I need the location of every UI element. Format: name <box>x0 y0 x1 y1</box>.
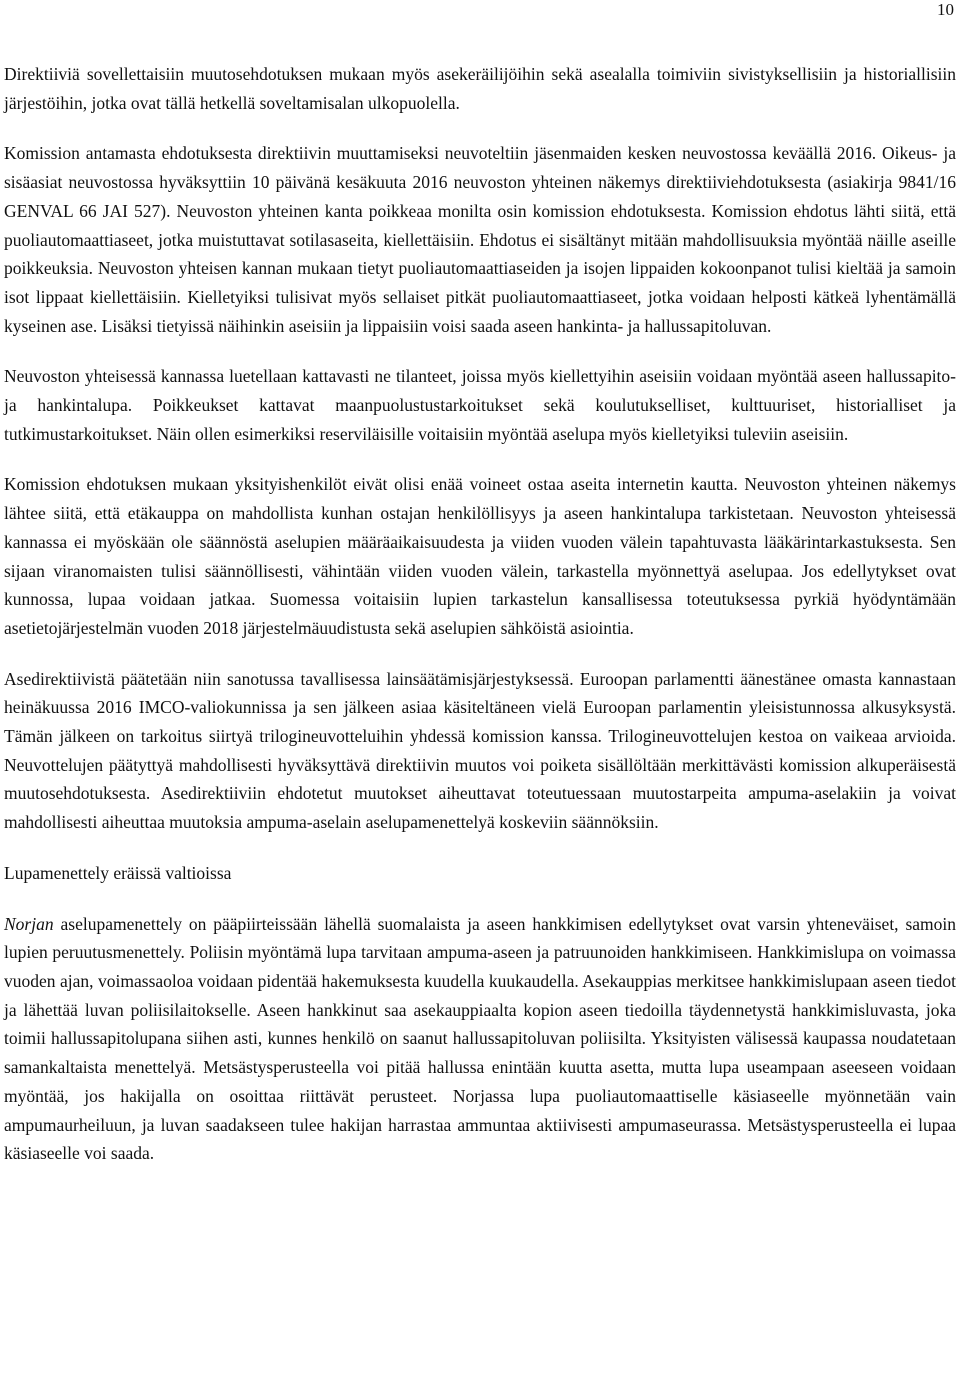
norway-term: Norjan <box>4 913 54 934</box>
paragraph-spacer <box>4 837 956 859</box>
document-body <box>4 60 956 1168</box>
norway-text: aselupamenettely on pääpiirteissään lähellä suomalaista ja aseen hankkimisen edellytykset ovat varsin yhteneväiset, samoin lupien peruutusmenettely. Poliisin myöntämä lupa tarvitaan ampuma-aseen ja patruunoiden hankkimiseen. Hankkimislupa on voimassa vuoden ajan, voimassaoloa voidaan pidentää hakemuksesta kuudella kuukaudella. Asekauppias merkitsee hankkimislupaan aseen tiedot ja lähettää luvan poliisilaitokselle. Aseen hankkinut saa asekauppiaalta kopion aseen tiedoilla täydennetystä hankkimisluvasta, joka toimii hallussapitolupana siihen asti, kunnes henkilö on saanut hallussapitoluvan poliisilta. Yksityisten välisessä kaupassa noudatetaan samankaltaista menettelyä. Metsästysperusteella voi pitää hallussa enintään kuutta asetta, mutta lupa useampaan aseeseen voidaan myöntää, jos hakijalla on osoittaa riittävät perusteet. Norjassa lupa puoliautomaattiselle käsiaseelle myönnetään vain ampumaurheiluun, ja luvan saadakseen tulee hakijan harrastaa ammuntaa aktiivisesti ampumaseurassa. Metsästysperusteella ei lupaa käsiaseelle voi saada. <box>4 913 956 1164</box>
paragraph-norway <box>4 910 956 1168</box>
section-heading: Lupamenettely eräissä valtioissa <box>4 862 232 883</box>
paragraph-internet-sales: Komission ehdotuksen mukaan yksityishenkilöt eivät olisi enää voineet ostaa aseita internetin kautta. Neuvoston yhteinen näkemys lähtee siitä, että etäkauppa on mahdollista kunhan ostajan henkilöllisyys ja aseen hankintalupa tarkistetaan. Neuvoston yhteisessä kannassa ei myöskään ole säännöstä aselupien määräaikaisuudesta ja viiden vuoden välein tapahtuvasta lääkärintarkastuksesta. Sen sijaan viranomaisten tulisi säännöllisesti, vähintään viiden vuoden välein, tarkastella myönnettyä aselupaa. Jos edellytykset ovat kunnossa, lupaa voidaan jatkaa. Suomessa voitaisiin lupien tarkastelun kansallisessa toteutuksessa pyrkiä hyödyntämään asetietojärjestelmän vuoden 2018 järjestelmäuudistusta sekä aselupien sähköistä asiointia. <box>4 474 956 638</box>
paragraph-council-negotiations: Komission antamasta ehdotuksesta direktiivin muuttamiseksi neuvoteltiin jäsenmaiden kesken neuvostossa keväällä 2016. Oikeus- ja sisäasiat neuvostossa hyväksyttiin 10 päivänä kesäkuuta 2016 neuvoston yhteinen näkemys direktiiviehdotuksesta (asiakirja 9841/16 GENVAL 66 JAI 527). Neuvoston yhteinen kanta poikkeaa monilta osin komission ehdotuksesta. Komission ehdotus lähti siitä, että puoliautomaattiaseet, jotka muistuttavat sotilasaseita, kiellettäisiin. Ehdotus ei sisältänyt mitään mahdollisuuksia myöntää näille aseille poikkeuksia. Neuvoston yhteisen kannan mukaan tietyt puoliautomaattiaseiden ja isojen lippaiden kokoonpanot tulisi kieltää ja samoin isot lippaat kiellettäisiin. Kielletyiksi tulisivat myös sellaiset pitkät puoliautomaattiaseet, jotka voidaan helposti kätkeä lyhentämällä kyseinen ase. Lisäksi tietyissä näihinkin aseisiin ja lippaisiin voisi saada aseen hankinta- ja hallussapitoluvan. <box>4 143 956 336</box>
paragraph-collectors: Direktiiviä sovellettaisiin muutosehdotuksen mukaan myös asekeräilijöihin sekä asealalla toimiviin sivistyksellisiin ja historiallisiin järjestöihin, jotka ovat tällä hetkellä soveltamisalan ulkopuolella. <box>4 64 956 113</box>
paragraph-spacer <box>4 888 956 910</box>
paragraph-spacer <box>4 448 956 470</box>
page-number: 10 <box>937 0 954 19</box>
paragraph-spacer <box>4 117 956 139</box>
paragraph-legislative-procedure: Asedirektiivistä päätetään niin sanotussa tavallisessa lainsäätämisjärjestyksessä. Euroopan parlamentti äänestänee omasta kannastaan heinäkuussa 2016 IMCO-valiokunnissa ja sen jälkeen asiaa käsiteltäneen vielä Euroopan parlamentin yleisistunnossa alkusyksystä. Tämän jälkeen on tarkoitus siirtyä trilogineuvotteluihin yhdessä komission kanssa. Trilogineuvottelujen kestoa on vaikeaa arvioida. Neuvottelujen päätyttyä mahdollisesti hyväksyttävä direktiivin muutos voi poiketa sisällöltään merkittävästi komission alkuperäisestä muutosehdotuksesta. Asedirektiiviin ehdotetut muutokset aiheuttavat toteutuessaan muutostarpeita ampuma-aselakiin ja voivat mahdollisesti aiheuttaa muutoksia ampuma-aselain aselupamenettelyä koskeviin säännöksiin. <box>4 668 956 833</box>
paragraph-spacer <box>4 340 956 362</box>
paragraph-exceptions: Neuvoston yhteisessä kannassa luetellaan kattavasti ne tilanteet, joissa myös kiellettyihin aseisiin voidaan myöntää aseen hallussapito- ja hankintalupa. Poikkeukset kattavat maanpuolustustarkoitukset sekä koulutukselliset, kulttuuriset, historialliset ja tutkimustarkoitukset. Näin ollen esimerkiksi reserviläisille voitaisiin myöntää aselupa myös kielletyiksi tuleviin aseisiin. <box>4 366 956 444</box>
paragraph-spacer <box>4 643 956 665</box>
